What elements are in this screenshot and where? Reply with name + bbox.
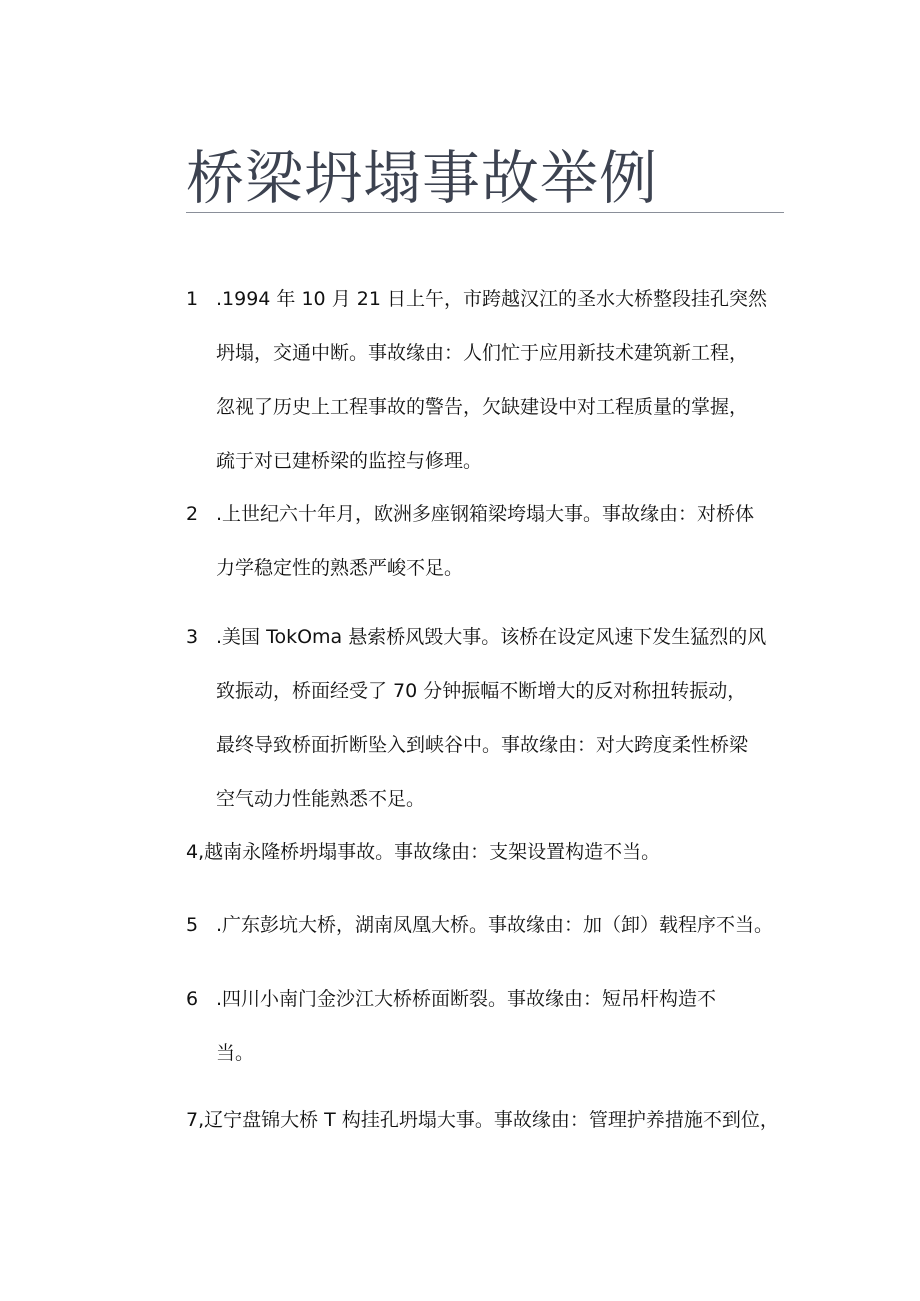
- list-item-4: [186, 825, 786, 879]
- list-item-2: [186, 487, 786, 595]
- list-item-line: 空气动力性能熟悉不足。: [216, 788, 426, 810]
- list-item-line: 4,越南永隆桥坍塌事故。事故缘由：支架设置构造不当。: [186, 841, 661, 863]
- item-number: 2: [186, 503, 199, 525]
- list-item-line: 最终导致桥面折断坠入到峡谷中。事故缘由：对大跨度柔性桥梁: [216, 734, 749, 756]
- list-item-line: 7,辽宁盘锦大桥 T 构挂孔坍塌大事。事故缘由：管理护养措施不到位，: [186, 1109, 779, 1131]
- list-item-line: 致振动，桥面经受了 70 分钟振幅不断增大的反对称扭转振动，: [216, 680, 747, 702]
- item-text: .四川小南门金沙江大桥桥面断裂。事故缘由：短吊杆构造不: [216, 988, 717, 1010]
- list-item-line: [186, 610, 786, 664]
- list-item-line: 疏于对已建桥梁的监控与修理。: [216, 450, 483, 472]
- list-item-line: [186, 898, 786, 952]
- list-item-3: [186, 610, 786, 826]
- list-item-line: 当。: [216, 1042, 255, 1064]
- list-item-line: 力学稳定性的熟悉严峻不足。: [216, 557, 464, 579]
- item-text: .广东彭坑大桥，湖南凤凰大桥。事故缘由：加（卸）载程序不当。: [216, 914, 774, 936]
- page-title: 桥梁坍塌事故举例: [186, 144, 659, 212]
- item-text: .美国 TokOma 悬索桥风毁大事。该桥在设定风速下发生猛烈的风: [216, 626, 767, 648]
- list-item-line: [186, 272, 786, 326]
- list-item-7: [186, 1093, 786, 1147]
- list-item-line: 坍塌，交通中断。事故缘由：人们忙于应用新技术建筑新工程，: [216, 342, 749, 364]
- item-number: 5: [186, 914, 199, 936]
- list-item-line: [186, 487, 786, 541]
- item-text: .1994 年 10 月 21 日上午，市跨越汉江的圣水大桥整段挂孔突然: [216, 288, 767, 310]
- list-item-line: 忽视了历史上工程事故的警告，欠缺建设中对工程质量的掌握，: [216, 396, 749, 418]
- list-item-6: [186, 972, 786, 1080]
- list-item-5: [186, 898, 786, 952]
- item-number: 3: [186, 626, 199, 648]
- list-item-line: [186, 972, 786, 1026]
- list-item-1: [186, 272, 786, 488]
- item-number: 1: [186, 288, 199, 310]
- item-text: .上世纪六十年月，欧洲多座钢箱梁垮塌大事。事故缘由：对桥体: [216, 503, 755, 525]
- title-underline: [186, 212, 784, 213]
- item-number: 6: [186, 988, 199, 1010]
